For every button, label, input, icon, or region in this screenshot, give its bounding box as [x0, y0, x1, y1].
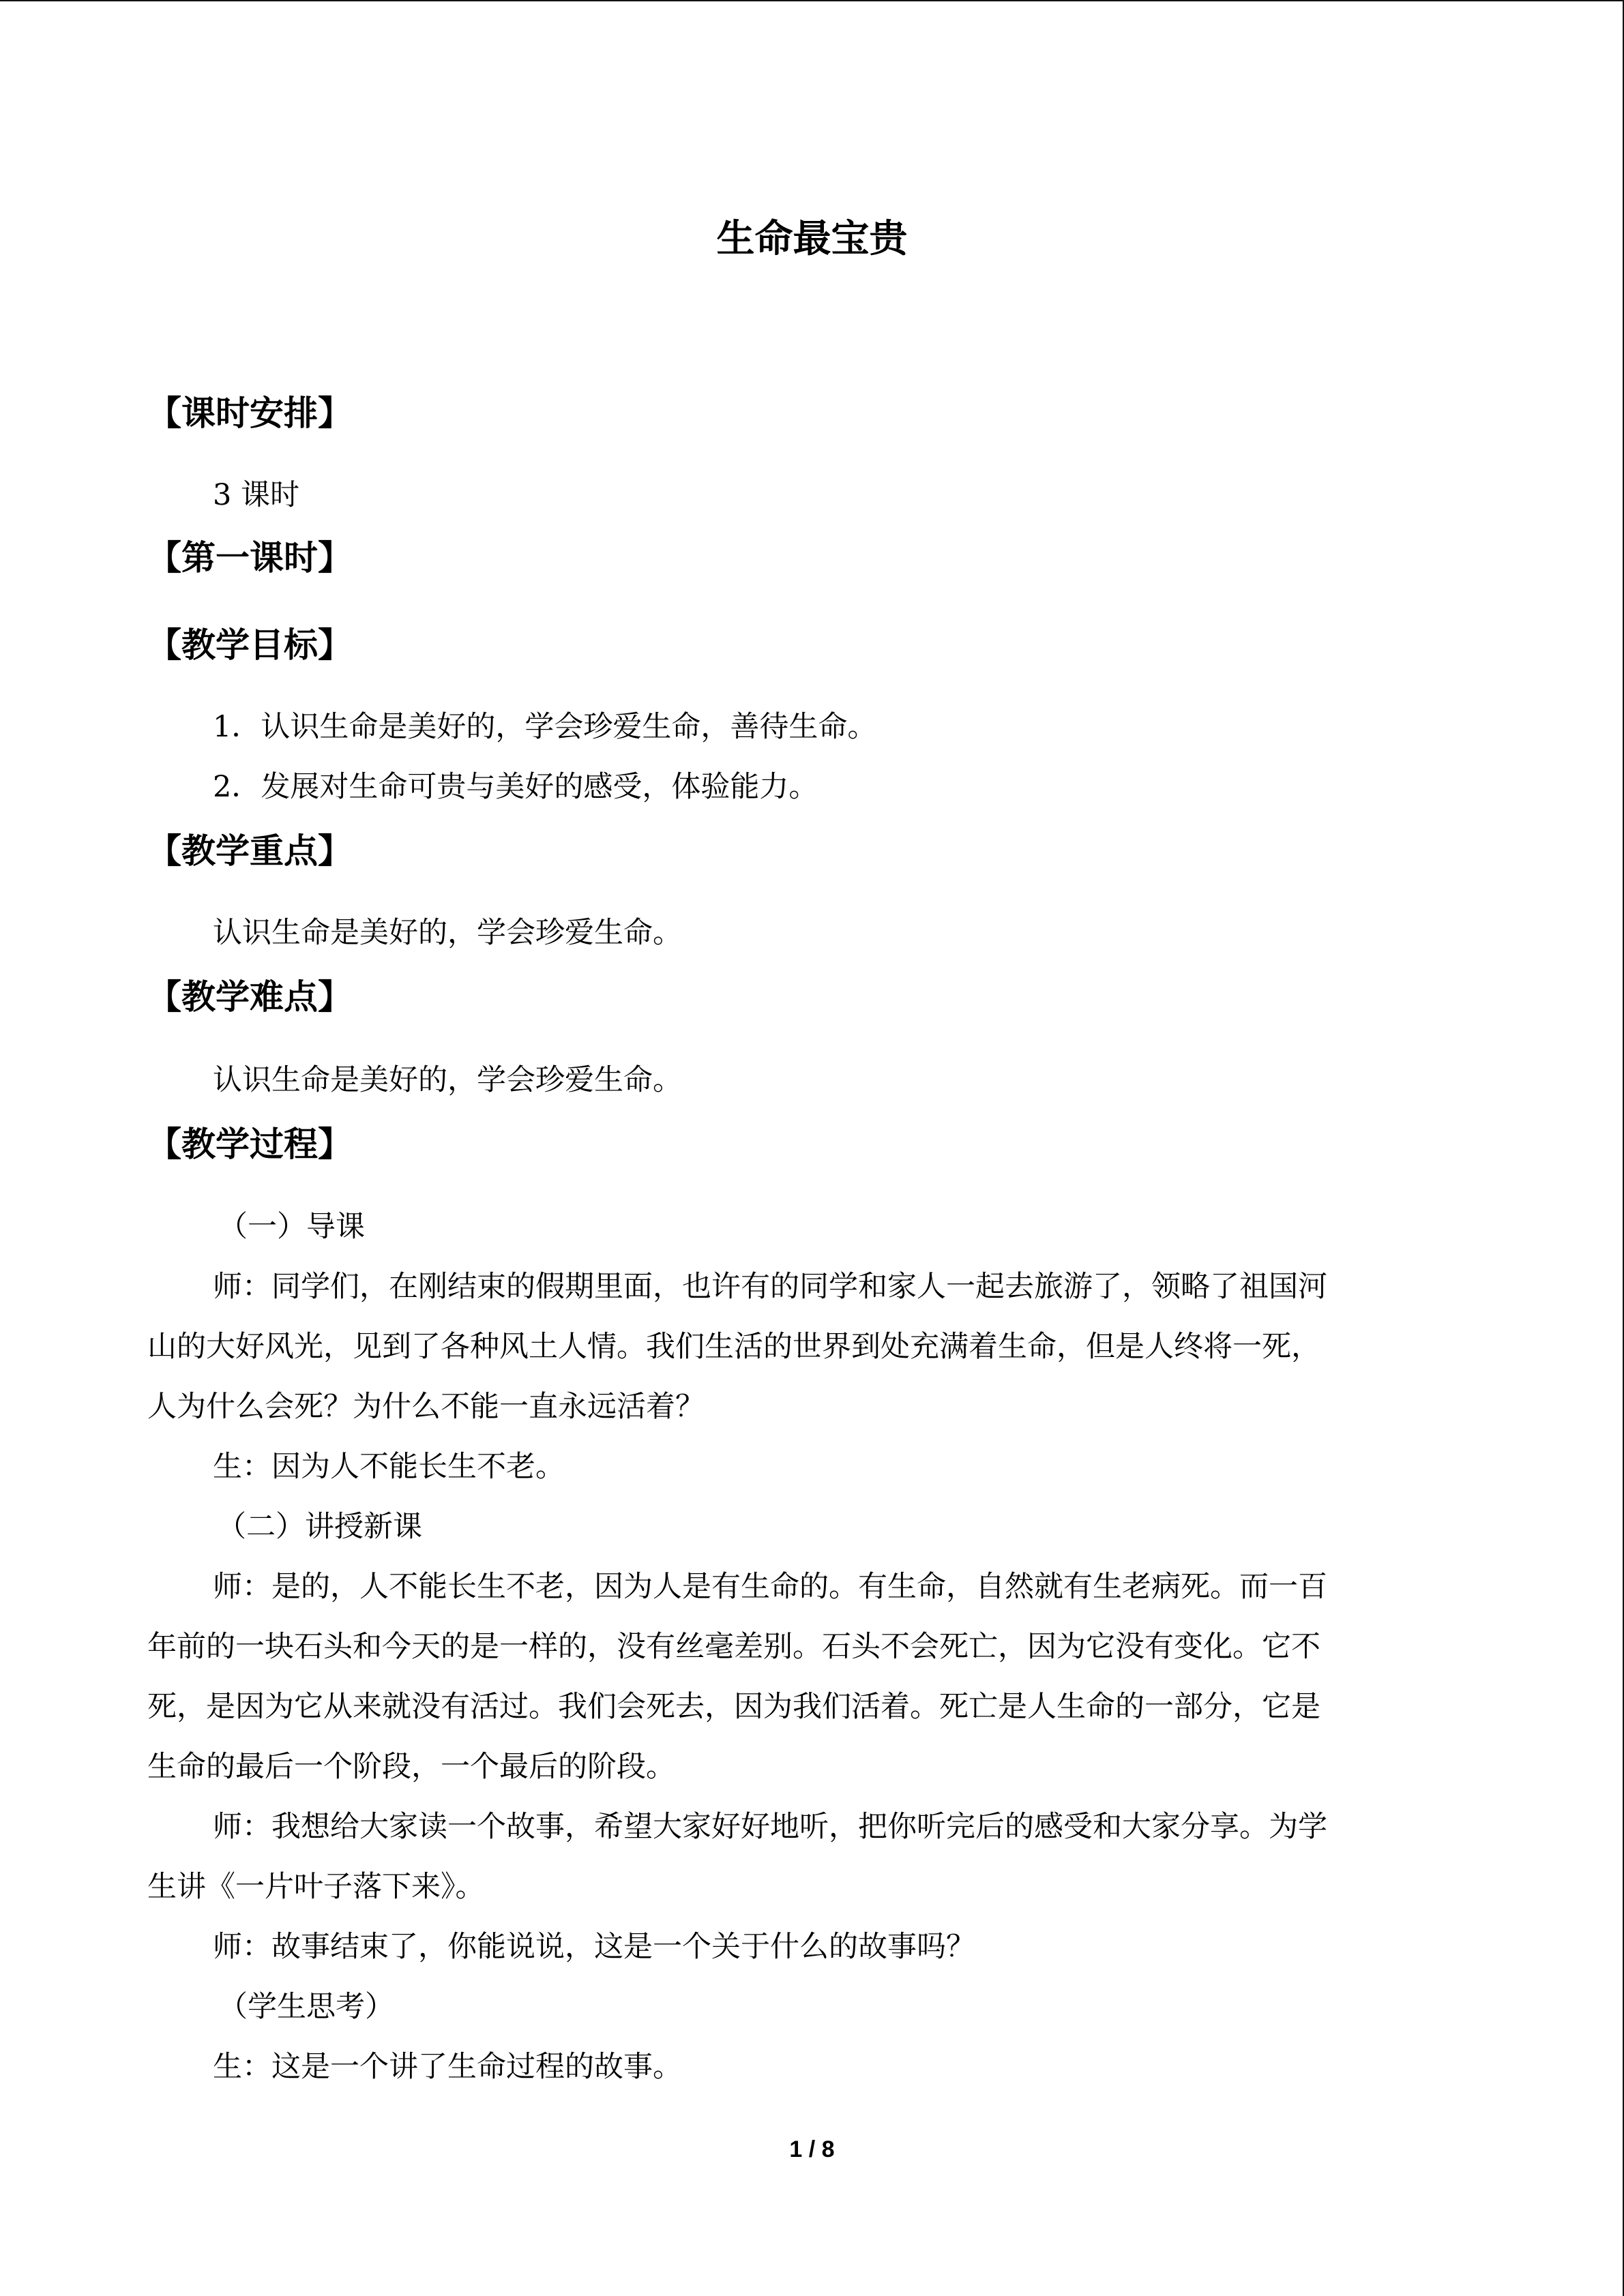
paragraph-line: 师：我想给大家读一个故事，希望大家好好地听，把你听完后的感受和大家分享。为学 [213, 1810, 1327, 1844]
heading-difficulties: 【教学难点】 [147, 977, 352, 1017]
paragraph-line: 人为什么会死？为什么不能一直永远活着？ [147, 1390, 705, 1424]
heading-goals: 【教学目标】 [147, 625, 352, 665]
process-step-2: （二）讲授新课 [217, 1510, 422, 1544]
schedule-value: 3 课时 [213, 478, 300, 512]
page-border-top [0, 0, 1624, 1]
goal-item-1: 1．认识生命是美好的，学会珍爱生命，善待生命。 [213, 710, 877, 744]
paragraph-line: 山的大好风光，见到了各种风土人情。我们生活的世界到处充满着生命，但是人终将一死， [147, 1330, 1320, 1364]
heading-lesson-1: 【第一课时】 [147, 538, 352, 578]
paragraph-line: （学生思考） [218, 1990, 394, 2024]
heading-key-points: 【教学重点】 [147, 831, 352, 871]
paragraph-line: 生讲《一片叶子落下来》。 [147, 1870, 485, 1904]
heading-process: 【教学过程】 [147, 1124, 352, 1164]
difficulties-text: 认识生命是美好的，学会珍爱生命。 [213, 1063, 682, 1097]
goal-item-2: 2．发展对生命可贵与美好的感受，体验能力。 [213, 770, 818, 804]
paragraph-line: 生命的最后一个阶段，一个最后的阶段。 [147, 1750, 675, 1784]
key-points-text: 认识生命是美好的，学会珍爱生命。 [213, 916, 682, 950]
paragraph-line: 年前的一块石头和今天的是一样的，没有丝毫差别。石头不会死亡，因为它没有变化。它不 [147, 1630, 1320, 1664]
paragraph-line: 生：因为人不能长生不老。 [213, 1450, 565, 1484]
paragraph-line: 死，是因为它从来就没有活过。我们会死去，因为我们活着。死亡是人生命的一部分，它是 [147, 1690, 1320, 1724]
page-number: 1 / 8 [789, 2136, 835, 2162]
paragraph-line: 师：同学们，在刚结束的假期里面，也许有的同学和家人一起去旅游了，领略了祖国河 [213, 1270, 1327, 1304]
paragraph-line: 师：是的，人不能长生不老，因为人是有生命的。有生命，自然就有生老病死。而一百 [213, 1570, 1327, 1604]
heading-schedule: 【课时安排】 [147, 393, 352, 433]
paragraph-line: 生：这是一个讲了生命过程的故事。 [213, 2050, 682, 2084]
page-title: 生命最宝贵 [716, 217, 908, 261]
paragraph-line: 师：故事结束了，你能说说，这是一个关于什么的故事吗？ [213, 1930, 975, 1964]
process-step-1: （一）导课 [218, 1210, 365, 1244]
